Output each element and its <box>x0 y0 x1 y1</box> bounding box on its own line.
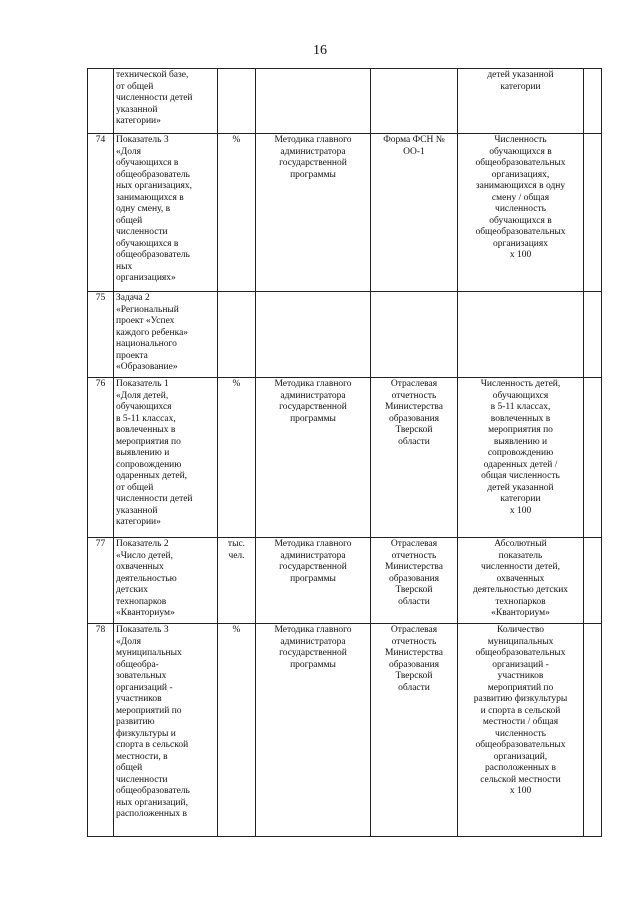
calculation-cell: Количество муниципальных общеобразовательных организаций - участников мероприятий по развитию физкультуры и спорта в сельской местности / общая численность общеобразовательных организаций, расположенных в сельской местности х 100 <box>458 624 584 837</box>
unit-cell: тыс. чел. <box>218 538 256 624</box>
method-cell: Методика главного администратора государственной программы <box>256 538 371 624</box>
method-cell: Методика главного администратора государственной программы <box>256 134 371 292</box>
calculation-cell <box>458 292 584 378</box>
indicator-name-cell: Показатель 3 «Доля муниципальных общеобра- зовательных организаций - участников мероприятий по развитию физкультуры и спорта в сельской местности, в общей численности общеобразователь ных организаций, расположенных в <box>114 624 218 837</box>
table-row <box>88 538 602 624</box>
empty-cell <box>584 134 602 292</box>
table-row <box>88 69 602 134</box>
method-cell: Методика главного администратора государственной программы <box>256 378 371 538</box>
indicator-name-cell: Задача 2 «Региональный проект «Успех каждого ребенка» национального проекта «Образование» <box>114 292 218 378</box>
indicator-name-cell: Показатель 3 «Доля обучающихся в общеобразователь ных организациях, занимающихся в одну смену, в общей численности обучающихся в общеобразователь ных организациях» <box>114 134 218 292</box>
calculation-cell: Численность детей, обучающихся в 5-11 классах, вовлеченных в мероприятия по выявлению и сопровождению одаренных детей / общая численность детей указанной категории х 100 <box>458 378 584 538</box>
unit-cell: % <box>218 378 256 538</box>
row-number-cell: 78 <box>88 624 114 837</box>
table-row <box>88 378 602 538</box>
method-cell <box>256 69 371 134</box>
row-number-cell <box>88 69 114 134</box>
row-number-cell: 76 <box>88 378 114 538</box>
unit-cell: % <box>218 624 256 837</box>
empty-cell <box>584 624 602 837</box>
empty-cell <box>584 69 602 134</box>
source-cell: Отраслевая отчетность Министерства образования Тверской области <box>371 624 458 837</box>
calculation-cell: Численность обучающихся в общеобразовательных организациях, занимающихся в одну смену / общая численность обучающихся в общеобразовательных организациях х 100 <box>458 134 584 292</box>
table-row <box>88 624 602 837</box>
calculation-cell: Абсолютный показатель численности детей, охваченных деятельностью детских технопарков «Кванториум» <box>458 538 584 624</box>
table-row <box>88 292 602 378</box>
source-cell <box>371 69 458 134</box>
method-cell <box>256 292 371 378</box>
indicator-name-cell: Показатель 2 «Число детей, охваченных деятельностью детских технопарков «Кванториум» <box>114 538 218 624</box>
indicator-name-cell: Показатель 1 «Доля детей, обучающихся в 5-11 классах, вовлеченных в мероприятия по выявлению и сопровождению одаренных детей, от общей численности детей указанной категории» <box>114 378 218 538</box>
indicator-name-cell: технической базе, от общей численности детей указанной категории» <box>114 69 218 134</box>
source-cell <box>371 292 458 378</box>
unit-cell: % <box>218 134 256 292</box>
calculation-cell: детей указанной категории <box>458 69 584 134</box>
unit-cell <box>218 69 256 134</box>
method-cell: Методика главного администратора государственной программы <box>256 624 371 837</box>
empty-cell <box>584 538 602 624</box>
table-row <box>88 134 602 292</box>
row-number-cell: 75 <box>88 292 114 378</box>
row-number-cell: 74 <box>88 134 114 292</box>
page-number: 16 <box>313 43 327 58</box>
row-number-cell: 77 <box>88 538 114 624</box>
indicators-table <box>87 68 602 837</box>
source-cell: Форма ФСН № ОО-1 <box>371 134 458 292</box>
source-cell: Отраслевая отчетность Министерства образования Тверской области <box>371 378 458 538</box>
source-cell: Отраслевая отчетность Министерства образования Тверской области <box>371 538 458 624</box>
empty-cell <box>584 378 602 538</box>
unit-cell <box>218 292 256 378</box>
empty-cell <box>584 292 602 378</box>
